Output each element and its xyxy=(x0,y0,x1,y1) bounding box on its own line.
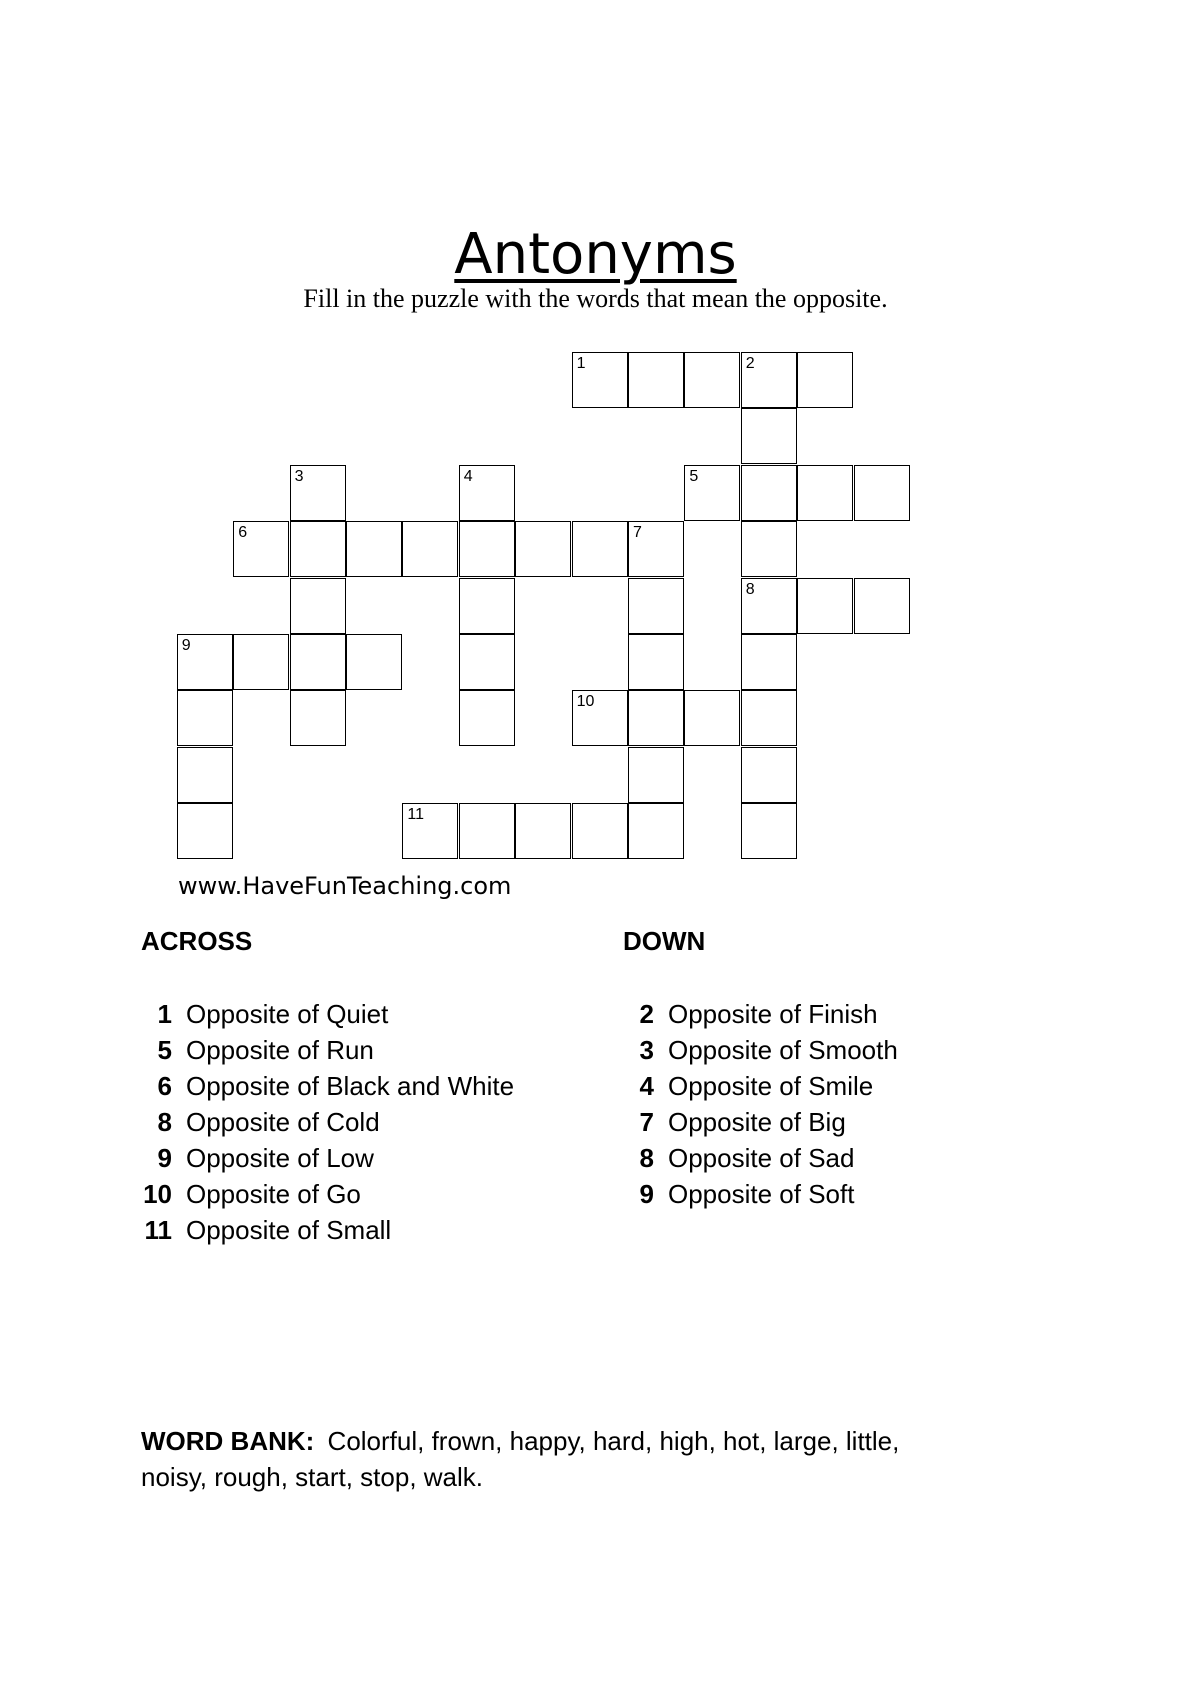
crossword-cell[interactable] xyxy=(741,521,797,577)
clue-number: 11 xyxy=(144,1215,172,1245)
crossword-cell[interactable] xyxy=(177,690,233,746)
crossword-cell[interactable] xyxy=(741,408,797,464)
cell-clue-number: 2 xyxy=(745,355,755,372)
crossword-cell[interactable] xyxy=(290,465,346,521)
crossword-cell[interactable] xyxy=(290,521,346,577)
down-clue-list xyxy=(620,996,898,1212)
clue-number: 1 xyxy=(157,999,172,1029)
worksheet-subtitle: Fill in the puzzle with the words that mean the opposite. xyxy=(303,284,888,313)
across-clue xyxy=(138,1104,514,1140)
word-bank xyxy=(141,1423,901,1495)
clue-text: Opposite of Cold xyxy=(186,1107,380,1137)
crossword-cell[interactable] xyxy=(684,352,740,408)
crossword-cell[interactable] xyxy=(459,578,515,634)
word-bank-words: Colorful, frown, happy, hard, high, hot, large, little, noisy, rough, start, stop, walk. xyxy=(141,1426,900,1492)
across-heading: ACROSS xyxy=(141,926,253,956)
cell-clue-number: 5 xyxy=(689,467,699,485)
across-clue xyxy=(138,996,514,1032)
clue-number: 6 xyxy=(157,1071,172,1101)
crossword-cell[interactable] xyxy=(797,465,853,521)
clue-text: Opposite of Sad xyxy=(668,1143,855,1173)
crossword-cell[interactable] xyxy=(177,747,233,803)
crossword-cell[interactable] xyxy=(741,352,797,408)
crossword-cell[interactable] xyxy=(741,747,797,803)
clue-text: Opposite of Smile xyxy=(668,1071,874,1101)
down-clue xyxy=(620,1176,898,1212)
crossword-cell[interactable] xyxy=(346,521,402,577)
clue-number: 3 xyxy=(639,1035,654,1065)
clue-number: 9 xyxy=(157,1143,172,1173)
crossword-cell[interactable] xyxy=(628,521,684,577)
crossword-cell[interactable] xyxy=(572,803,628,859)
crossword-cell[interactable] xyxy=(402,803,458,859)
cell-clue-number: 1 xyxy=(576,355,586,372)
crossword-cell[interactable] xyxy=(290,690,346,746)
cell-clue-number: 8 xyxy=(745,580,755,598)
crossword-cell[interactable] xyxy=(628,803,684,859)
crossword-cell[interactable] xyxy=(290,634,346,690)
clue-number: 10 xyxy=(143,1179,172,1209)
crossword-cell[interactable] xyxy=(741,690,797,746)
website-url: www.HaveFunTeaching.com xyxy=(178,872,512,900)
across-clue xyxy=(138,1212,514,1248)
down-clue xyxy=(620,1068,898,1104)
cell-clue-number: 4 xyxy=(463,467,473,485)
crossword-cell[interactable] xyxy=(402,521,458,577)
cell-clue-number: 9 xyxy=(181,637,191,654)
crossword-cell[interactable] xyxy=(233,521,289,577)
across-clue xyxy=(138,1032,514,1068)
crossword-cell[interactable] xyxy=(346,634,402,690)
clue-number: 5 xyxy=(157,1035,172,1065)
clue-number: 7 xyxy=(639,1107,654,1137)
clue-text: Opposite of Quiet xyxy=(186,999,389,1029)
crossword-cell[interactable] xyxy=(628,747,684,803)
across-clue xyxy=(138,1140,514,1176)
crossword-cell[interactable] xyxy=(854,465,910,521)
cell-clue-number: 7 xyxy=(633,524,642,542)
crossword-cell[interactable] xyxy=(628,578,684,634)
across-clue-list xyxy=(138,996,514,1248)
clue-text: Opposite of Finish xyxy=(668,999,878,1029)
crossword-cell[interactable] xyxy=(290,578,346,634)
cell-clue-number: 10 xyxy=(576,693,595,711)
clue-number: 8 xyxy=(639,1143,654,1173)
crossword-cell[interactable] xyxy=(572,352,628,408)
crossword-cell[interactable] xyxy=(741,465,797,521)
cell-clue-number: 11 xyxy=(407,806,424,824)
crossword-cell[interactable] xyxy=(741,578,797,634)
crossword-cell[interactable] xyxy=(628,690,684,746)
crossword-cell[interactable] xyxy=(459,521,515,577)
down-clue xyxy=(620,996,898,1032)
crossword-cell[interactable] xyxy=(233,634,289,690)
clue-number: 8 xyxy=(157,1107,172,1137)
crossword-cell[interactable] xyxy=(684,465,740,521)
cell-clue-number: 3 xyxy=(294,467,304,485)
crossword-cell[interactable] xyxy=(177,803,233,859)
crossword-cell[interactable] xyxy=(741,634,797,690)
crossword-cell[interactable] xyxy=(628,634,684,690)
clue-number: 9 xyxy=(639,1179,654,1209)
clue-text: Opposite of Big xyxy=(668,1107,846,1137)
clue-text: Opposite of Run xyxy=(186,1035,374,1065)
crossword-cell[interactable] xyxy=(459,690,515,746)
cell-clue-number: 6 xyxy=(238,524,248,542)
clue-text: Opposite of Low xyxy=(186,1143,374,1173)
word-bank-label: WORD BANK: xyxy=(141,1426,315,1456)
crossword-cell[interactable] xyxy=(741,803,797,859)
crossword-cell[interactable] xyxy=(797,352,853,408)
crossword-cell[interactable] xyxy=(459,634,515,690)
clue-number: 2 xyxy=(639,999,654,1029)
crossword-cell[interactable] xyxy=(797,578,853,634)
clue-text: Opposite of Soft xyxy=(668,1179,855,1209)
clue-text: Opposite of Smooth xyxy=(668,1035,898,1065)
down-clue xyxy=(620,1032,898,1068)
down-heading: DOWN xyxy=(623,926,706,956)
worksheet-title: Antonyms xyxy=(454,222,737,287)
down-clue xyxy=(620,1140,898,1176)
crossword-cell[interactable] xyxy=(572,521,628,577)
crossword-cell[interactable] xyxy=(684,690,740,746)
across-clue xyxy=(138,1068,514,1104)
crossword-cell[interactable] xyxy=(515,521,571,577)
crossword-cell[interactable] xyxy=(628,352,684,408)
crossword-cell[interactable] xyxy=(459,803,515,859)
crossword-cell[interactable] xyxy=(572,690,628,746)
down-clue xyxy=(620,1104,898,1140)
clue-number: 4 xyxy=(639,1071,654,1101)
crossword-cell[interactable] xyxy=(515,803,571,859)
crossword-cell[interactable] xyxy=(177,634,233,690)
crossword-cell[interactable] xyxy=(459,465,515,521)
across-clue xyxy=(138,1176,514,1212)
clue-text: Opposite of Black and White xyxy=(186,1071,515,1101)
clue-text: Opposite of Go xyxy=(186,1179,361,1209)
clue-text: Opposite of Small xyxy=(186,1215,392,1245)
crossword-cell[interactable] xyxy=(854,578,910,634)
